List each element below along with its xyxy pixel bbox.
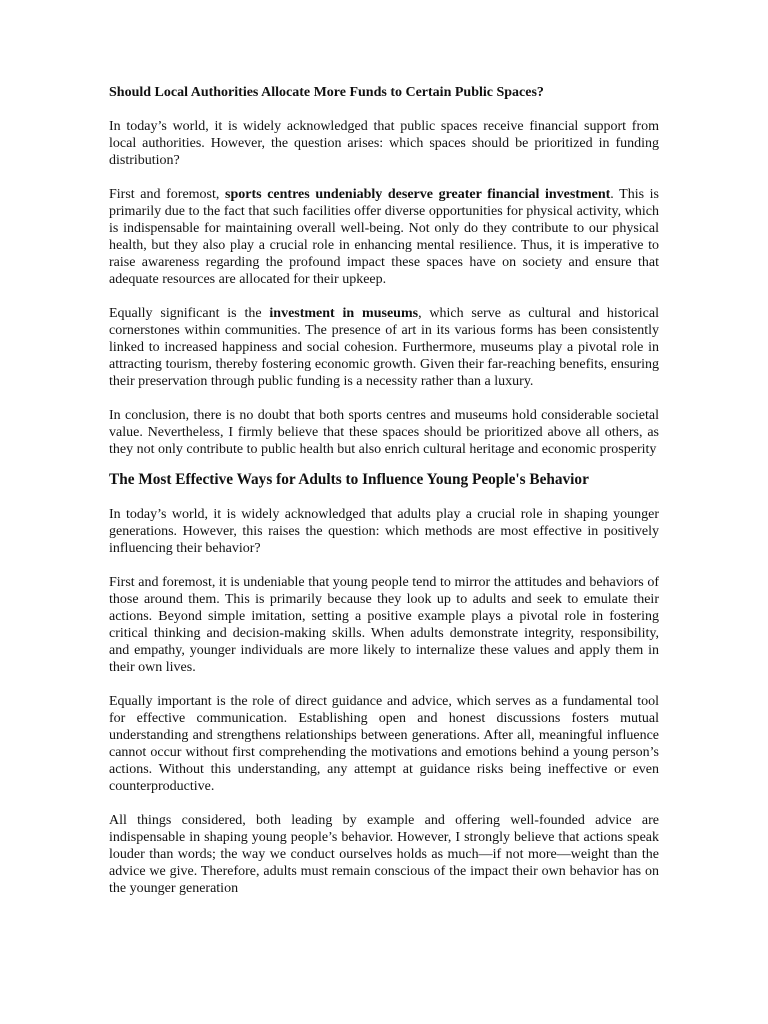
essay1-conclusion: In conclusion, there is no doubt that both sports centres and museums hold considerable societal value. Nevertheless, I firmly believe that these spaces should be prioritized above all others, as they not only contribute to public health but also enrich cultural heritage and economic prosperity [109,408,659,457]
essay1-p2-lead: First and foremost, [109,187,226,202]
essay1-p2-bold: sports centres undeniably deserve greater financial investment [225,187,611,202]
essay2-paragraph-guidance: Equally important is the role of direct guidance and advice, which serves as a fundamental tool for effective communication. Establishing open and honest discussions fosters mutual understanding and strengthens relationships between generations. After all, meaningful influence cannot occur without first comprehending the motivations and emotions behind a young person’s actions. Without this understanding, any attempt at guidance risks being ineffective or even counterproductive. [109,694,659,794]
essay1-p3-rest: , which serve as cultural and historical cornerstones within communities. The presence of art in its various forms has been consistently linked to increased happiness and social cohesion. Furthermore, museums play a pivotal role in attracting tourism, thereby fostering economic growth. Given their far-reaching benefits, ensuring their preservation through public funding is a necessity rather than a luxury. [109,306,659,389]
essay1-paragraph-sports [109,186,659,288]
essay1-p2-rest: . This is primarily due to the fact that such facilities offer diverse opportunities for physical activity, which is indispensable for maintaining overall well-being. Not only do they contribute to our physical health, but they also play a crucial role in enhancing mental resilience. Thus, it is imperative to raise awareness regarding the profound impact these spaces have on society and ensure that adequate resources are allocated for their upkeep. [109,187,659,287]
essay1-intro: In today’s world, it is widely acknowledged that public spaces receive financial support from local authorities. However, the question arises: which spaces should be prioritized in funding distribution? [109,119,659,168]
document-page [109,84,659,914]
essay1-paragraph-museums [109,305,659,390]
essay2-intro: In today’s world, it is widely acknowledged that adults play a crucial role in shaping younger generations. However, this raises the question: which methods are most effective in positively influencing their behavior? [109,507,659,556]
essay2-paragraph-example: First and foremost, it is undeniable that young people tend to mirror the attitudes and behaviors of those around them. This is primarily because they look up to adults and seek to emulate their actions. Beyond simple imitation, setting a positive example plays a pivotal role in fostering critical thinking and decision-making skills. When adults demonstrate integrity, responsibility, and empathy, younger individuals are more likely to internalize these values and apply them in their own lives. [109,575,659,675]
essay1-p3-bold: investment in museums [269,306,419,321]
essay1-p3-lead: Equally significant is the [109,306,270,321]
essay1-title: Should Local Authorities Allocate More Funds to Certain Public Spaces? [109,85,544,100]
essay2-conclusion: All things considered, both leading by example and offering well-founded advice are indispensable in shaping young people’s behavior. However, I strongly believe that actions speak louder than words; the way we conduct ourselves holds as much—if not more—weight than the advice we give. Therefore, adults must remain conscious of the impact their own behavior has on the younger generation [109,813,659,896]
essay2-title: The Most Effective Ways for Adults to Influence Young People's Behavior [109,471,589,488]
